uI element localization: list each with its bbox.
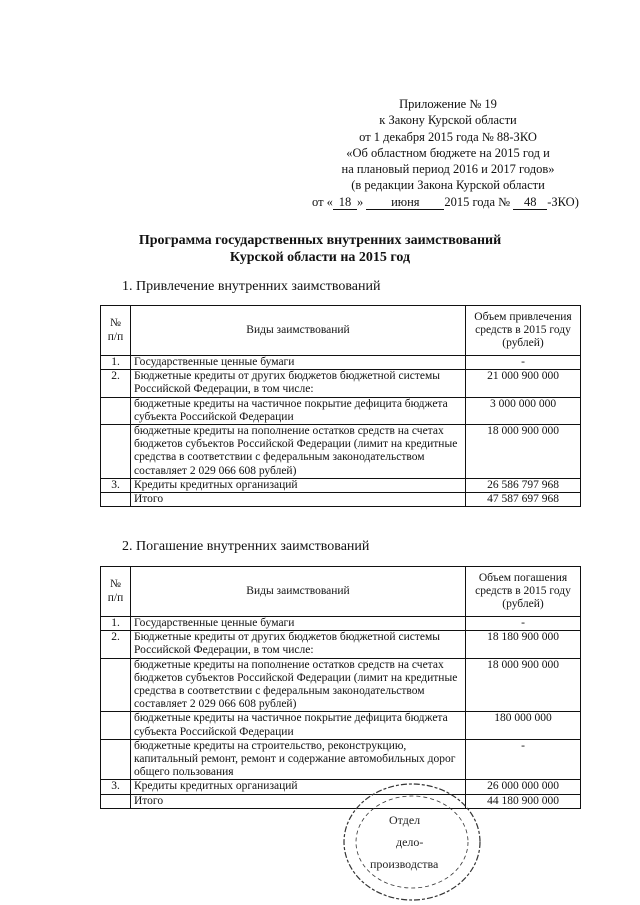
row-amount: -	[466, 739, 581, 780]
appendix-header	[298, 96, 598, 210]
header-line: от 1 декабря 2015 года № 88-ЗКО	[359, 129, 537, 144]
row-amount: -	[466, 617, 581, 631]
row-name: Бюджетные кредиты от других бюджетов бюджетной системы Российской Федерации, в том числе:	[131, 370, 466, 397]
office-stamp	[334, 780, 484, 905]
stamp-text-1: Отдел	[389, 813, 421, 827]
col-num: № п/п	[101, 567, 131, 617]
amend-number: 48	[513, 196, 547, 210]
col-num: № п/п	[101, 306, 131, 356]
row-name: Кредиты кредитных организаций	[131, 478, 466, 492]
row-name: Государственные ценные бумаги	[131, 617, 466, 631]
row-name: бюджетные кредиты на пополнение остатков средств на счетах бюджетов субъектов Российской Федерации (лимит на кредитные средства в соответствии с федеральным законодательством составляет 2 029 066 608 рублей)	[131, 425, 466, 479]
row-num: 3.	[101, 780, 131, 794]
row-name: Государственные ценные бумаги	[131, 356, 466, 370]
row-amount: 21 000 900 000	[466, 370, 581, 397]
table-row	[101, 617, 581, 631]
row-amount: 3 000 000 000	[466, 397, 581, 424]
row-num: 3.	[101, 478, 131, 492]
row-amount: 180 000 000	[466, 712, 581, 739]
col-amount: Объем привлечения средств в 2015 году (рублей)	[466, 306, 581, 356]
header-line: на плановый период 2016 и 2017 годов»	[341, 162, 555, 177]
amend-year: 2015 года №	[444, 194, 511, 209]
amend-suffix: -ЗКО)	[547, 194, 579, 209]
row-amount: 18 180 900 000	[466, 631, 581, 658]
amend-mid: »	[356, 194, 364, 209]
page-title	[80, 232, 560, 266]
row-num	[101, 794, 131, 808]
row-amount: -	[466, 356, 581, 370]
stamp-text-2: дело-	[396, 835, 424, 849]
repayment-table	[100, 566, 581, 809]
row-amount: 44 180 900 000	[466, 794, 581, 808]
section-2-title: 2. Погашение внутренних заимствований	[122, 539, 370, 554]
section-1-title: 1. Привлечение внутренних заимствований	[122, 279, 381, 294]
row-name: бюджетные кредиты на частичное покрытие дефицита бюджета субъекта Российской Федерации	[131, 397, 466, 424]
row-amount: 47 587 697 968	[466, 493, 581, 507]
col-type: Виды заимствований	[131, 306, 466, 356]
table-row	[101, 712, 581, 739]
table-row	[101, 658, 581, 712]
table-row	[101, 739, 581, 780]
row-name: Бюджетные кредиты от других бюджетов бюджетной системы Российской Федерации, в том числе:	[131, 631, 466, 658]
table-row	[101, 478, 581, 492]
table-row	[101, 397, 581, 424]
row-name: Итого	[131, 493, 466, 507]
col-type: Виды заимствований	[131, 567, 466, 617]
row-num	[101, 425, 131, 479]
amend-prefix: от «	[312, 194, 333, 209]
header-line: (в редакции Закона Курской области	[351, 178, 545, 193]
amend-day: 18	[333, 196, 357, 210]
table-header-row	[101, 306, 581, 356]
row-amount: 18 000 900 000	[466, 425, 581, 479]
row-num	[101, 739, 131, 780]
col-amount: Объем погашения средств в 2015 году (рублей)	[466, 567, 581, 617]
row-num: 2.	[101, 631, 131, 658]
row-name: Итого	[131, 794, 466, 808]
title-line-2: Курской области на 2015 год	[229, 250, 411, 265]
table-row	[101, 356, 581, 370]
header-line: «Об областном бюджете на 2015 год и	[346, 145, 550, 160]
table-total-row	[101, 493, 581, 507]
row-num	[101, 658, 131, 712]
header-line: Приложение № 19	[399, 97, 497, 111]
row-num: 2.	[101, 370, 131, 397]
row-name: бюджетные кредиты на пополнение остатков средств на счетах бюджетов субъектов Российской Федерации (лимит на кредитные средства в соответствии с федеральным законодательством составляет 2 029 066 608 рублей)	[131, 658, 466, 712]
row-amount: 26 000 000 000	[466, 780, 581, 794]
row-amount: 18 000 900 000	[466, 658, 581, 712]
row-name: Кредиты кредитных организаций	[131, 780, 466, 794]
row-name: бюджетные кредиты на частичное покрытие дефицита бюджета субъекта Российской Федерации	[131, 712, 466, 739]
row-num	[101, 493, 131, 507]
row-num: 1.	[101, 617, 131, 631]
header-line: к Закону Курской области	[379, 113, 517, 128]
table-row	[101, 425, 581, 479]
row-num	[101, 397, 131, 424]
row-amount: 26 586 797 968	[466, 478, 581, 492]
borrowing-table	[100, 305, 581, 507]
row-num: 1.	[101, 356, 131, 370]
table-row	[101, 370, 581, 397]
table-row	[101, 631, 581, 658]
row-name: бюджетные кредиты на строительство, реконструкцию, капитальный ремонт, ремонт и содержание автомобильных дорог общего пользования	[131, 739, 466, 780]
title-line-1: Программа государственных внутренних заимствований	[138, 233, 502, 248]
row-num	[101, 712, 131, 739]
table-header-row	[101, 567, 581, 617]
amendment-line	[298, 194, 598, 210]
stamp-text-3: производства	[370, 857, 439, 871]
amend-month: июня	[366, 196, 444, 210]
